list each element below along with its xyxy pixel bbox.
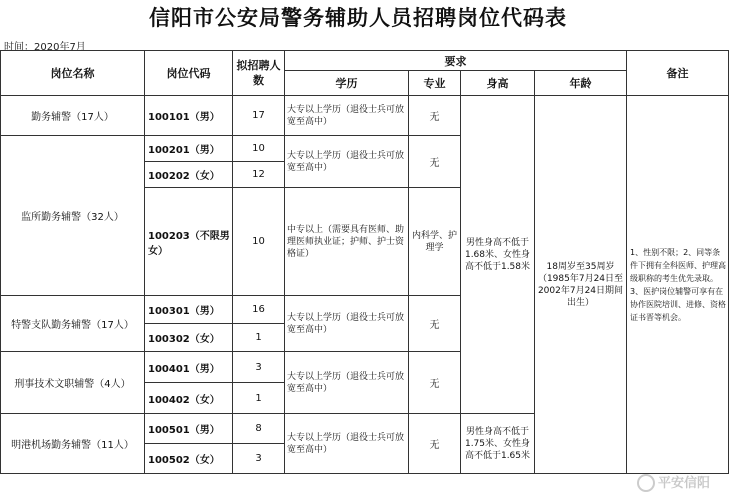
post-code-table	[0, 50, 729, 474]
post-code: 100501（男）	[145, 414, 233, 444]
major-cell: 无	[409, 352, 461, 414]
major-cell: 无	[409, 296, 461, 352]
group-name: 特警支队勤务辅警（17人）	[1, 296, 145, 352]
planned-count: 1	[233, 324, 285, 352]
header-height: 身高	[461, 71, 535, 96]
major-cell: 内科学、护理学	[409, 188, 461, 296]
planned-count: 16	[233, 296, 285, 324]
post-code: 100401（男）	[145, 352, 233, 383]
header-major: 专业	[409, 71, 461, 96]
education-cell: 大专以上学历（退役士兵可放宽至高中）	[285, 136, 409, 188]
education-cell: 中专以上（需要具有医师、助理医师执业证；护师、护士资格证）	[285, 188, 409, 296]
post-code: 100202（女）	[145, 162, 233, 188]
header-remark: 备注	[627, 51, 729, 96]
header-age: 年龄	[535, 71, 627, 96]
header-post-code: 岗位代码	[145, 51, 233, 96]
major-cell: 无	[409, 96, 461, 136]
planned-count: 1	[233, 383, 285, 414]
post-code: 100101（男）	[145, 96, 233, 136]
weibo-icon	[637, 474, 655, 492]
education-cell: 大专以上学历（退役士兵可放宽至高中）	[285, 96, 409, 136]
group-name: 监所勤务辅警（32人）	[1, 136, 145, 296]
group-name: 刑事技术文职辅警（4人）	[1, 352, 145, 414]
post-code: 100302（女）	[145, 324, 233, 352]
planned-count: 10	[233, 188, 285, 296]
post-code: 100502（女）	[145, 444, 233, 474]
header-requirements: 要求	[285, 51, 627, 71]
height-cell: 男性身高不低于1.68米、女性身高不低于1.58米	[461, 96, 535, 414]
header-post-name: 岗位名称	[1, 51, 145, 96]
watermark-text: 平安信阳	[657, 475, 710, 491]
planned-count: 12	[233, 162, 285, 188]
header-planned: 拟招聘人数	[233, 51, 285, 96]
major-cell: 无	[409, 136, 461, 188]
page-title: 信阳市公安局警务辅助人员招聘岗位代码表	[149, 6, 567, 30]
watermark	[637, 472, 710, 493]
education-cell: 大专以上学历（退役士兵可放宽至高中）	[285, 296, 409, 352]
height-cell: 男性身高不低于1.75米、女性身高不低于1.65米	[461, 414, 535, 474]
post-code: 100402（女）	[145, 383, 233, 414]
planned-count: 3	[233, 444, 285, 474]
date-label: 时间：2020年7月	[4, 42, 86, 53]
group-name: 勤务辅警（17人）	[1, 96, 145, 136]
age-cell: 18周岁至35周岁（1985年7月24日至2002年7月24日期间出生）	[535, 96, 627, 474]
planned-count: 10	[233, 136, 285, 162]
education-cell: 大专以上学历（退役士兵可放宽至高中）	[285, 414, 409, 474]
header-education: 学历	[285, 71, 409, 96]
post-code: 100301（男）	[145, 296, 233, 324]
remark-cell: 1、性别不限；2、同等条件下拥有全科医师、护理高级职称的考生优先录取。3、医护岗位辅警可享有在协作医院培训、进修、资格证书晋等机会。	[627, 96, 729, 474]
post-code: 100201（男）	[145, 136, 233, 162]
planned-count: 8	[233, 414, 285, 444]
planned-count: 3	[233, 352, 285, 383]
education-cell: 大专以上学历（退役士兵可放宽至高中）	[285, 352, 409, 414]
group-name: 明港机场勤务辅警（11人）	[1, 414, 145, 474]
post-code: 100203（不限男女）	[145, 188, 233, 296]
planned-count: 17	[233, 96, 285, 136]
major-cell: 无	[409, 414, 461, 474]
